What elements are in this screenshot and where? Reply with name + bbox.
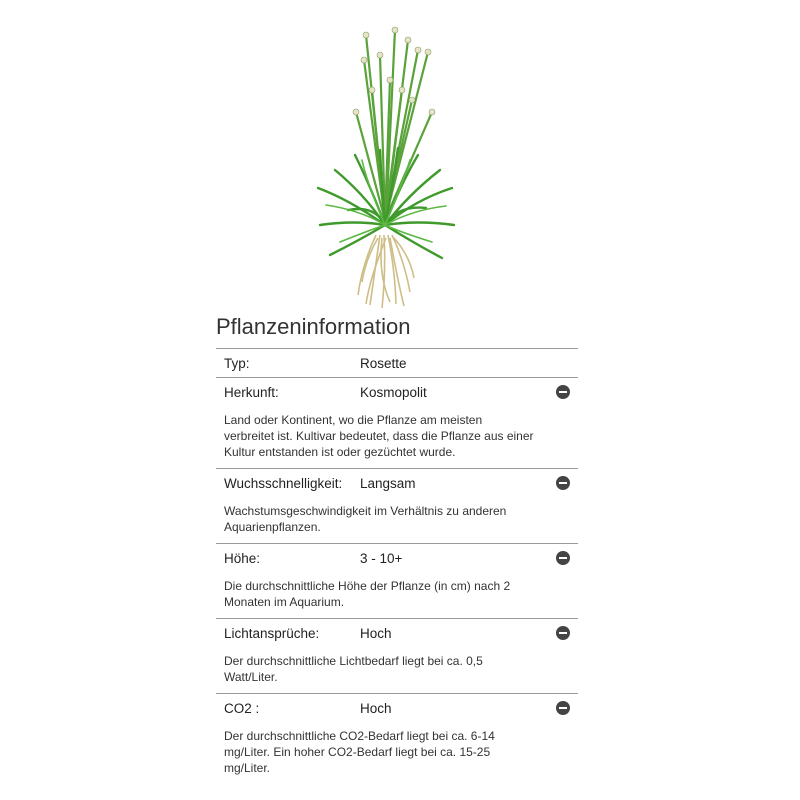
row-description: Wachstumsgeschwindigkeit im Verhältnis zu anderen Aquarienpflanzen. xyxy=(224,504,507,534)
row-label: Lichtansprüche: xyxy=(224,625,320,641)
row-label: Höhe: xyxy=(224,550,261,566)
minus-circle-icon[interactable] xyxy=(556,385,570,399)
minus-circle-icon[interactable] xyxy=(556,626,570,640)
plant-info-table xyxy=(216,348,578,784)
info-row-co2 xyxy=(216,693,578,784)
info-row-growth-speed xyxy=(216,468,578,543)
row-value: Hoch xyxy=(360,625,392,641)
row-value: Rosette xyxy=(360,355,407,371)
info-row-height xyxy=(216,543,578,618)
row-label: CO2 : xyxy=(224,700,260,716)
info-row-type xyxy=(216,348,578,377)
minus-circle-icon[interactable] xyxy=(556,476,570,490)
row-value: Kosmopolit xyxy=(360,384,427,400)
row-value: 3 - 10+ xyxy=(360,550,403,566)
row-description: Der durchschnittliche Lichtbedarf liegt bei ca. 0,5 Watt/Liter. xyxy=(224,654,483,684)
minus-circle-icon[interactable] xyxy=(556,551,570,565)
row-value: Hoch xyxy=(360,700,392,716)
row-description: Land oder Kontinent, wo die Pflanze am meisten verbreitet ist. Kultivar bedeutet, dass die Pflanze aus einer Kultur entstanden ist oder gezüchtet wurde. xyxy=(224,413,534,459)
row-label: Herkunft: xyxy=(224,384,279,400)
row-description: Der durchschnittliche CO2-Bedarf liegt bei ca. 6-14 mg/Liter. Ein hoher CO2-Bedarf liegt bei ca. 15-25 mg/Liter. xyxy=(224,729,495,775)
page-title: Pflanzeninformation xyxy=(216,314,411,339)
row-label: Typ: xyxy=(224,355,250,371)
row-label: Wuchsschnelligkeit: xyxy=(224,475,343,491)
minus-circle-icon[interactable] xyxy=(556,701,570,715)
row-description: Die durchschnittliche Höhe der Pflanze (in cm) nach 2 Monaten im Aquarium. xyxy=(224,579,511,609)
plant-image xyxy=(300,20,470,310)
info-row-light xyxy=(216,618,578,693)
info-row-origin xyxy=(216,377,578,468)
row-value: Langsam xyxy=(360,475,416,491)
